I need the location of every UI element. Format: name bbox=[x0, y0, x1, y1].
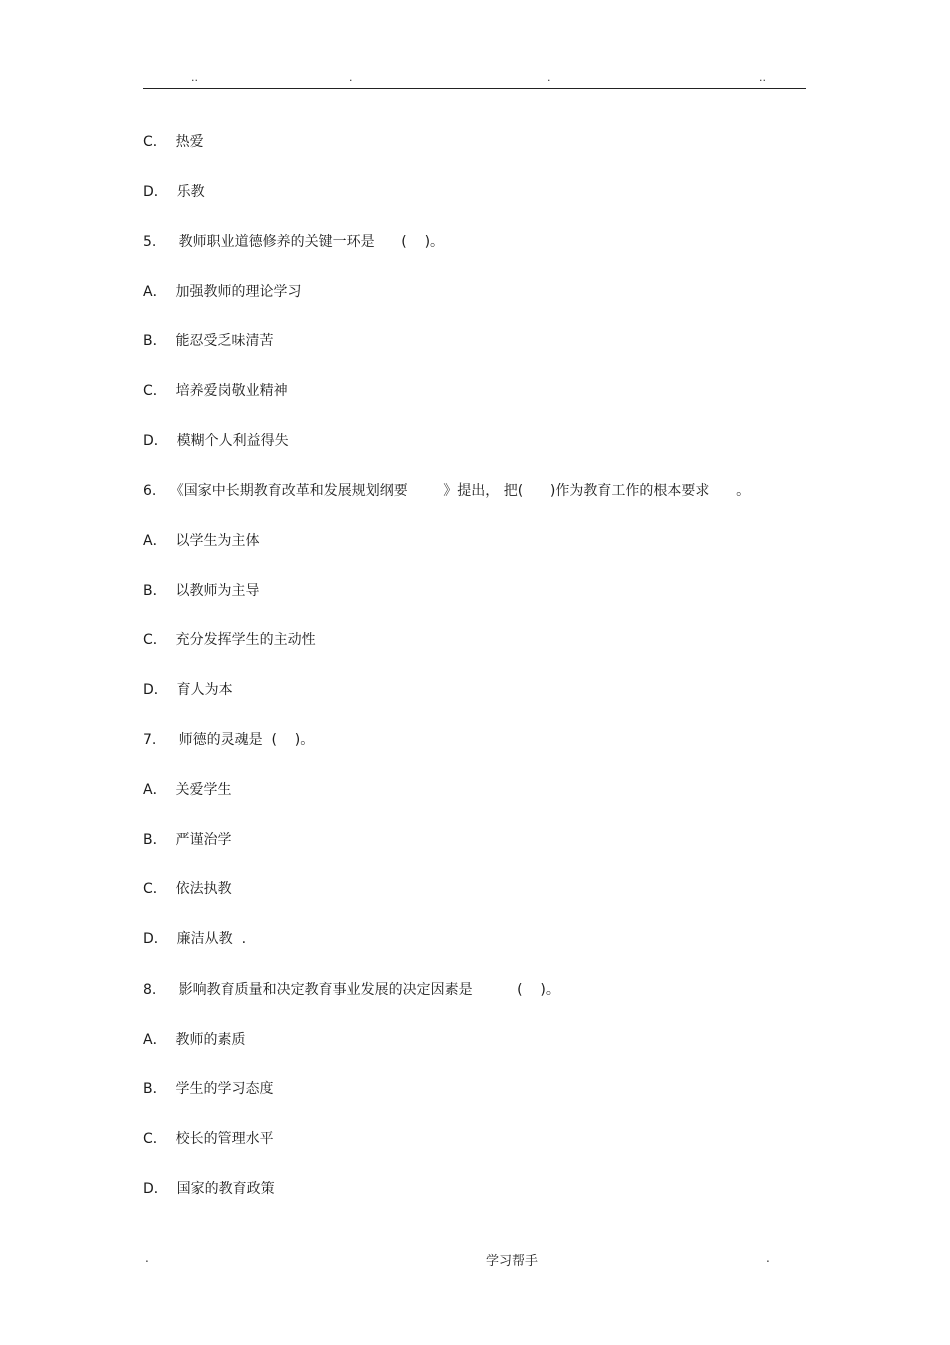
option-line: C． 充分发挥学生的主动性 bbox=[143, 632, 316, 648]
option-line: D． 廉洁从教 . bbox=[143, 931, 247, 947]
question-line: 8. 影响教育质量和决定教育事业发展的决定因素是 ( )。 bbox=[143, 982, 560, 998]
header-mark: .. bbox=[191, 71, 198, 84]
option-line: C． 热爱 bbox=[143, 134, 204, 150]
option-line: B． 严谨治学 bbox=[143, 832, 232, 848]
option-line: B． 学生的学习态度 bbox=[143, 1081, 274, 1097]
header-mark: . bbox=[349, 71, 353, 84]
option-line: D． 国家的教育政策 bbox=[143, 1181, 275, 1197]
option-line: A． 以学生为主体 bbox=[143, 533, 260, 549]
question-line: 6. 《国家中长期教育改革和发展规划纲要 》提出， 把( )作为教育工作的根本要求 。 bbox=[143, 483, 751, 499]
option-line: C． 培养爱岗敬业精神 bbox=[143, 383, 288, 399]
option-line: A． 加强教师的理论学习 bbox=[143, 284, 302, 300]
option-line: C． 依法执教 bbox=[143, 881, 232, 897]
option-line: A． 关爱学生 bbox=[143, 782, 232, 798]
option-line: C． 校长的管理水平 bbox=[143, 1131, 274, 1147]
option-line: D． 乐教 bbox=[143, 184, 205, 200]
question-line: 5. 教师职业道德修养的关键一环是 ( )。 bbox=[143, 234, 445, 250]
footer-title: 学习帮手 bbox=[486, 1254, 539, 1269]
header-mark: .. bbox=[759, 71, 766, 84]
footer-mark-right: . bbox=[766, 1251, 770, 1265]
option-line: D． 育人为本 bbox=[143, 682, 233, 698]
option-line: B． 以教师为主导 bbox=[143, 583, 260, 599]
option-line: A． 教师的素质 bbox=[143, 1032, 246, 1048]
question-line: 7. 师德的灵魂是 ( )。 bbox=[143, 732, 315, 748]
footer-mark-left: . bbox=[145, 1251, 149, 1265]
option-line: D． 模糊个人利益得失 bbox=[143, 433, 289, 449]
header-mark: . bbox=[547, 71, 551, 84]
page-header bbox=[143, 70, 806, 89]
option-line: B． 能忍受乏味清苦 bbox=[143, 333, 274, 349]
